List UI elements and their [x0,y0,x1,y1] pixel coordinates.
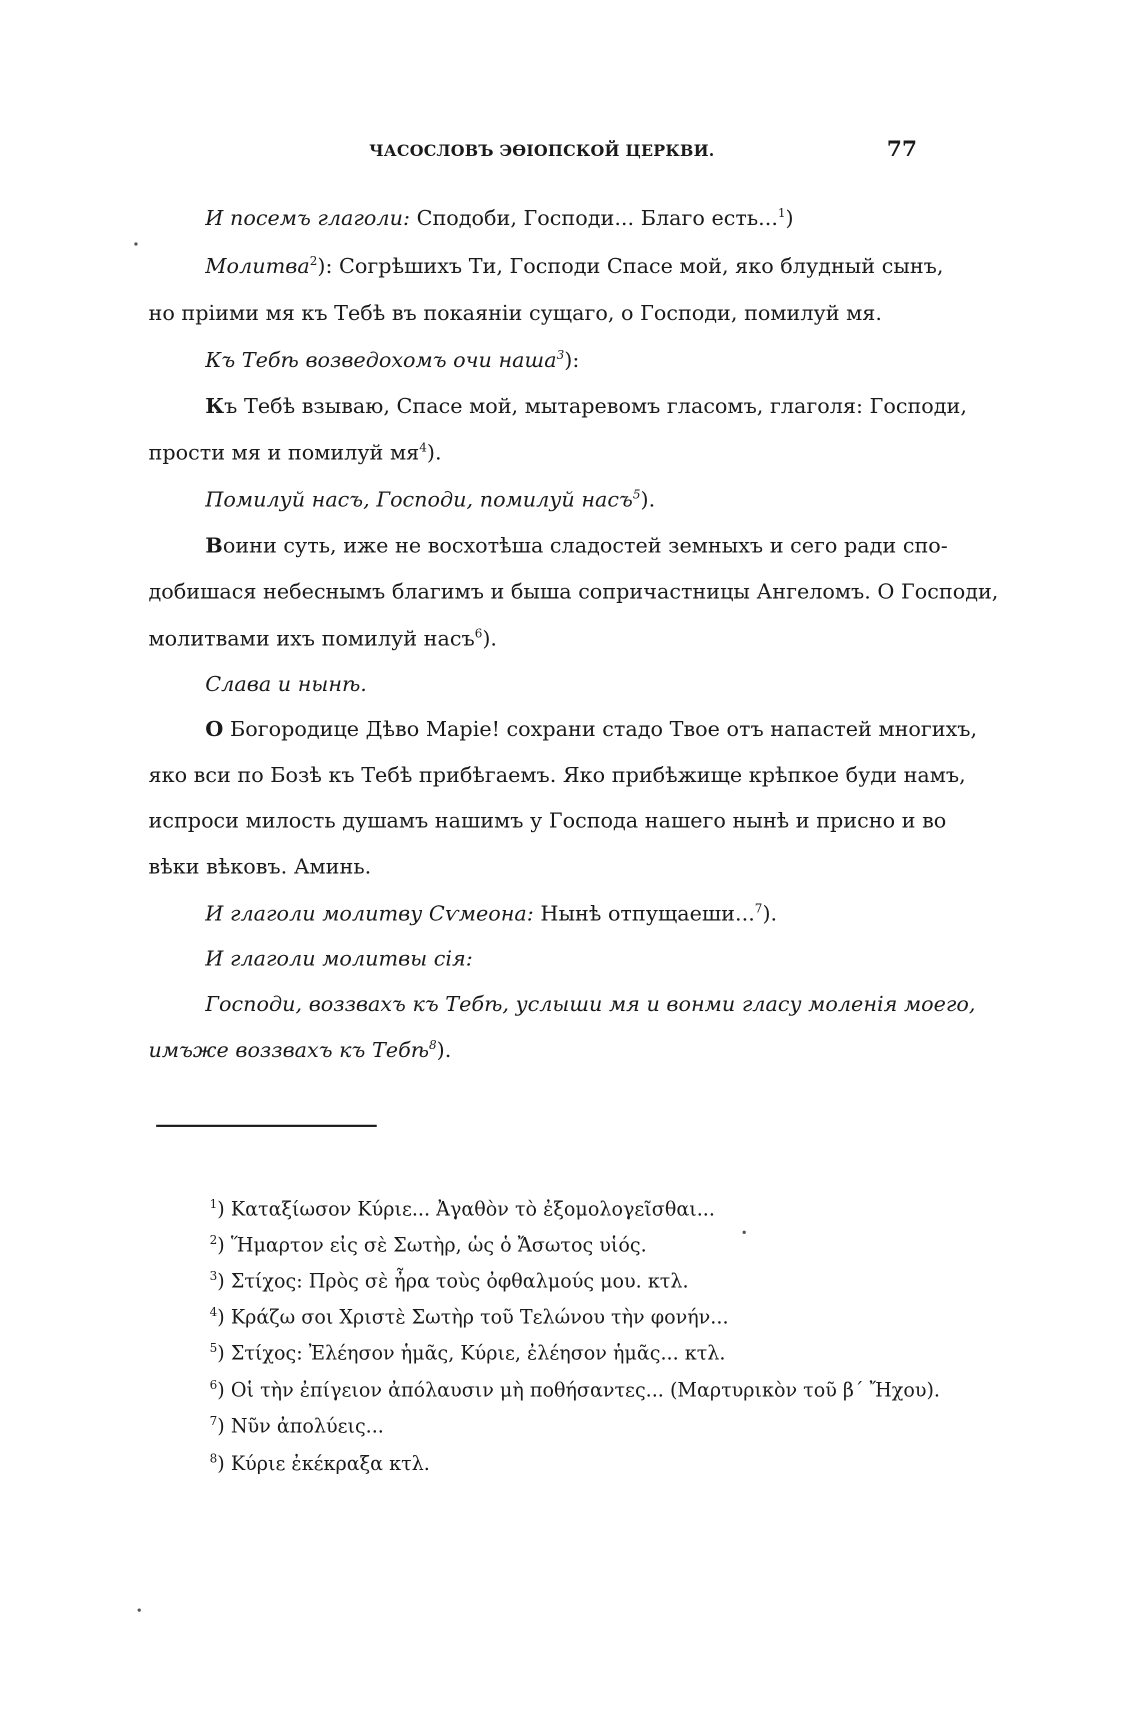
footnote-6 [210,1378,940,1404]
body-line-19 [149,1037,452,1063]
body-line-16 [205,901,777,927]
footnote-text: ) Κύριε ἐκέκραξα κτλ. [217,1453,430,1476]
body-line-8 [205,533,948,559]
text: ). [482,626,498,651]
body-line-5 [205,393,967,419]
text: Сподоби, Господи... Благо есть... [409,206,778,231]
footnote-5 [210,1341,726,1367]
running-title: ЧАСОСЛОВЪ ЭѲІОПСКОЙ ЦЕРКВИ. [369,141,715,161]
text: ). [762,901,778,927]
footnote-ref: 3 [556,347,565,363]
initial-letter: В [205,533,223,559]
initial-letter: О [205,717,224,742]
footnote-mark: 8 [209,1451,218,1466]
rubric: И посемъ глаголи: [205,206,410,231]
footnote-mark: 5 [209,1341,218,1356]
body-line-6 [149,440,442,466]
footnote-mark: 1 [209,1197,218,1212]
scan-speck [134,242,137,245]
body-line-10 [149,626,498,652]
body-line-14: испроси милость душамъ нашимъ у Господа нашего нынѣ и присно и во [148,809,947,834]
footnote-4 [210,1305,729,1331]
footnote-text: ) Καταξίωσον Κύριε... Ἀγαθὸν τὸ ἐξομολογεῖσθαι... [217,1199,715,1221]
rubric: Помилуй насъ, Господи, помилуй насъ [205,488,633,513]
text: ): [564,348,580,373]
rubric: Молитва [205,254,310,279]
scan-speck [743,1231,746,1234]
scan-speck [138,1609,141,1612]
footnote-ref: 1 [777,206,786,221]
footnote-ref: 4 [419,440,427,456]
text: оини суть, иже не восхотѣша сладостей земныхъ и сего ради спо- [222,533,948,559]
footnote-8 [210,1451,430,1477]
footnote-7 [210,1414,384,1440]
footnote-ref: 7 [754,901,763,916]
body-line-15: вѣки вѣковъ. Аминь. [148,855,372,880]
footnote-text: ) Ἥμαρτον εἰς σὲ Σωτὴρ, ὡς ὁ Ἄσωτος υἱός. [217,1235,647,1257]
footnote-mark: 4 [209,1305,218,1320]
initial-letter: К [205,394,225,419]
body-line-17: И глаголи молитвы сія: [205,946,473,971]
footnote-mark: 3 [209,1269,218,1284]
footnote-text: ) Οἱ τὴν ἐπίγειον ἀπόλαυσιν μὴ ποθήσαντες... (Μαρτυρικὸν τοῦ β΄ Ἤχου). [217,1380,940,1403]
body-line-2 [205,253,943,279]
rubric: имъже воззвахъ къ Тебѣ [148,1038,430,1063]
footnote-ref: 8 [429,1038,437,1053]
rubric: И глаголи молитву Сѵмеона: [205,901,534,927]
body-line-12 [205,716,977,742]
text: ъ Тебѣ взываю, Спасе мой, мытаревомъ гласомъ, глаголя: Господи, [224,394,967,419]
footnote-text: ) Στίχος: Πρὸς σὲ ἦρα τοὺς ὀφθαλμούς μου. κτλ. [217,1271,689,1293]
footnote-ref: 5 [632,487,641,502]
page-number: 77 [886,135,918,162]
footnote-3 [210,1269,689,1295]
footnote-ref: 2 [309,254,318,269]
footnote-2 [210,1233,647,1259]
body-line-3: но пріими мя къ Тебѣ въ покаяніи сущаго, о Господи, помилуй мя. [148,301,882,326]
footnote-separator [156,1125,377,1127]
body-line-13: яко вси по Бозѣ къ Тебѣ прибѣгаемъ. Яко прибѣжище крѣпкое буди намъ, [148,763,966,788]
footnote-ref: 6 [474,626,483,641]
text: молитвами ихъ помилуй насъ [148,626,475,651]
footnote-text: ) Νῦν ἀπολύεις... [217,1416,384,1439]
text: Богородице Дѣво Маріе! сохрани стадо Твое отъ напастей многихъ, [223,717,978,742]
body-line-9: добишася небеснымъ благимъ и быша сопричастницы Ангеломъ. О Господи, [148,579,999,604]
text: ). [426,441,442,466]
body-line-7 [205,487,655,513]
footnote-mark: 7 [209,1414,218,1429]
text: ). [436,1038,452,1063]
footnote-text: ) Στίχος: Ἐλέησον ἡμᾶς, Κύριε, ἐλέησον ἡμᾶς... κτλ. [217,1343,726,1365]
text: ) [785,206,794,231]
body-line-1 [205,205,793,231]
text: ): Согрѣшихъ Ти, Господи Спасе мой, яко блудный сынъ, [317,254,944,279]
footnote-text: ) Κράζω σοι Χριστὲ Σωτὴρ τοῦ Τελώνου τὴν φονήν... [217,1307,729,1329]
text: прости мя и помилуй мя [148,441,420,466]
body-line-11: Слава и нынѣ. [205,672,367,697]
body-line-4 [205,347,579,373]
footnote-mark: 6 [209,1378,218,1393]
rubric: Къ Тебѣ возведохомъ очи наша [205,348,557,373]
footnote-mark: 2 [209,1233,218,1248]
footnote-1 [210,1197,715,1223]
body-line-18: Господи, воззвахъ къ Тебѣ, услыши мя и вонми гласу моленія моего, [205,992,976,1017]
text: ). [640,488,656,513]
text: Нынѣ отпущаеши... [533,901,755,927]
